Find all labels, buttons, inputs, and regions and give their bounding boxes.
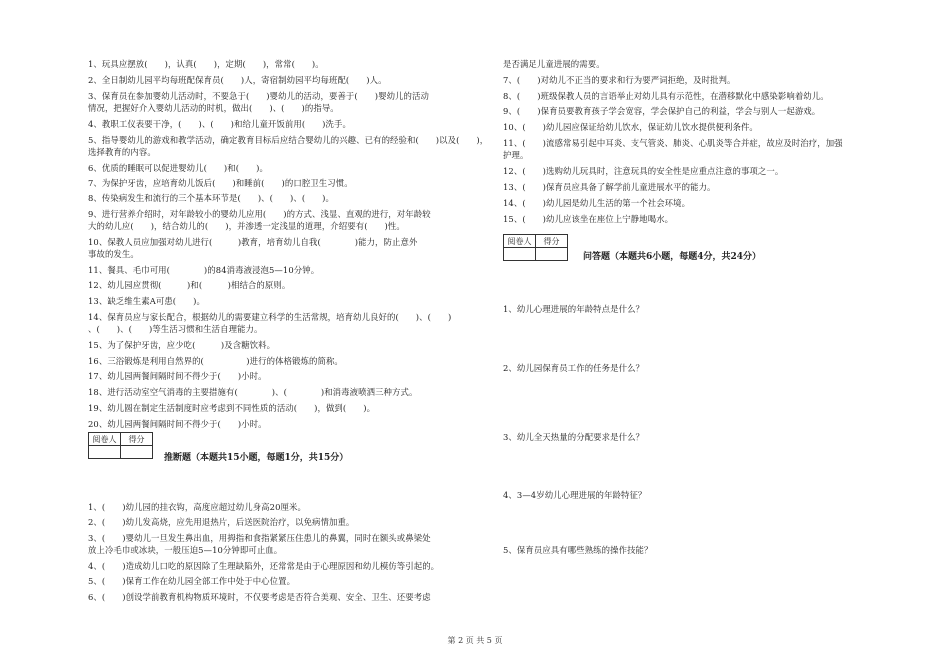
fill-line: 18、进行活动室空气消毒的主要措施有( )、( )和消毒液喷洒三种方式。 — [88, 387, 418, 397]
judge-line: 8、( )班级保教人员的言语举止对幼儿具有示范性，在潜移默化中感染影响着幼儿。 — [503, 91, 829, 101]
fill-line: 8、传染病发生和流行的三个基本环节是( )、( )、( )。 — [88, 193, 334, 203]
fill-line: 情况，把握好介入婴幼儿活动的时机，做出( )、( )的指导。 — [88, 103, 339, 113]
fill-line: 2、全日制幼儿园平均每班配保育员( )人，寄宿制幼园平均每班配( )人。 — [88, 75, 387, 85]
reviewer-cell[interactable] — [504, 248, 536, 261]
fill-line: 5、指导婴幼儿的游戏和教学活动，确定教育目标后应结合婴幼儿的兴趣、已有的经验和( )以及( )， — [88, 135, 489, 145]
judge-line: 14、( )幼儿园是幼儿生活的第一个社会环境。 — [503, 198, 691, 208]
fill-line: 11、餐具、毛巾可用( )的84消毒液浸泡5—10分钟。 — [88, 265, 320, 275]
fill-line: 1、玩具应摆放( )，认真( )，定期( )，常常( )。 — [88, 59, 324, 69]
reviewer-label: 阅卷人 — [89, 433, 121, 446]
fill-line: 6、优质的睡眠可以促进婴幼儿( )和( )。 — [88, 163, 268, 173]
judge-line: 15、( )幼儿应该坐在座位上宁静地喝水。 — [503, 214, 674, 224]
fill-line: 大的幼儿应( )，结合幼儿的( )，并渗透一定浅显的道理，介绍要有( )性。 — [88, 221, 405, 231]
judge-line: 12、( )选购幼儿玩具时，注意玩具的安全性是应重点注意的事项之一。 — [503, 166, 784, 176]
fill-line: 3、保育员在参加婴幼儿活动时，不要急于( )婴幼儿的活动，要善于( )婴幼儿的活动 — [88, 91, 429, 101]
fill-line: 事故的发生。 — [88, 249, 139, 259]
qa-question: 3、幼儿全天热量的分配要求是什么？ — [503, 432, 645, 442]
judge-line: 6、( )创设学前教育机构物质环境时，不仅要考虑是否符合美观、安全、卫生、还要考虑 — [88, 592, 431, 602]
fill-line: 15、为了保护牙齿，应少吃( )及含糖饮料。 — [88, 340, 276, 350]
judge-section-title: 推断题（本题共15小题，每题1分，共15分） — [164, 453, 349, 463]
fill-line: 7、为保护牙齿，应培育幼儿饭后( )和睡前( )的口腔卫生习惯。 — [88, 178, 353, 188]
score-box — [503, 234, 568, 261]
judge-line: 2、( )幼儿发高烧，应先用退热片，后送医院治疗，以免病情加重。 — [88, 517, 355, 527]
fill-line: 16、三浴锻炼是利用自然界的( )进行的体格锻炼的简称。 — [88, 356, 343, 366]
fill-line: 14、保育员应与家长配合，根据幼儿的需要建立科学的生活常规，培育幼儿良好的( )、( ) — [88, 312, 452, 322]
score-cell[interactable] — [121, 446, 153, 459]
fill-line: 9、进行营养介绍时，对年龄较小的婴幼儿应用( )的方式、浅显、直观的进行，对年龄较 — [88, 209, 431, 219]
judge-line: 3、( )婴幼儿一旦发生鼻出血，用拇指和食指紧紧压住患儿的鼻翼，同时在额头或鼻梁处 — [88, 533, 431, 543]
fill-line: 10、保教人员应加强对幼儿进行( )教育，培育幼儿自我( )能力，防止意外 — [88, 237, 418, 247]
fill-line: 17、幼儿园两餐间隔时间不得少于( )小时。 — [88, 371, 267, 381]
page-footer: 第 2 页 共 5 页 — [447, 636, 503, 645]
judge-line: 是否满足儿童进展的需要。 — [503, 59, 605, 69]
judge-line: 9、( )保育员要教育孩子学会宽容，学会保护自己的利益，学会与别人一起游戏。 — [503, 106, 821, 116]
qa-question: 2、幼儿园保育员工作的任务是什么？ — [503, 363, 645, 373]
score-label: 得分 — [121, 433, 153, 446]
judge-line: 5、( )保育工作在幼儿园全部工作中处于中心位置。 — [88, 576, 296, 586]
fill-line: 19、幼儿圆在制定生活制度时应考虑到不同性质的活动( )，做到( )。 — [88, 403, 376, 413]
judge-line: 13、( )保育员应具备了解学前儿童进展水平的能力。 — [503, 182, 716, 192]
judge-line: 放上冷毛巾或冰块，一般压迫5—10分钟即可止血。 — [88, 545, 283, 555]
judge-line: 7、( )对幼儿不正当的要求和行为要严词拒绝，及时批判。 — [503, 75, 736, 85]
fill-line: 4、教职工仪表要干净，( )、( )和给儿童开饭前用( )洗手。 — [88, 119, 351, 129]
qa-section-title: 问答题（本题共6小题，每题4分，共24分） — [583, 252, 762, 262]
qa-question: 5、保育员应具有哪些熟练的操作技能？ — [503, 545, 653, 555]
judge-line: 4、( )造成幼儿口吃的原因除了生理缺陷外，还常常是由于心理原因和幼儿模仿等引起的。 — [88, 561, 440, 571]
judge-line: 1、( )幼儿园的挂衣钩，高度应超过幼儿身高20厘米。 — [88, 502, 306, 512]
fill-line: 选择教育的内容。 — [88, 147, 156, 157]
judge-line: 10、( )幼儿园应保证给幼儿饮水，保证幼儿饮水提供便利条件。 — [503, 122, 758, 132]
qa-question: 4、3—4岁幼儿心理进展的年龄特征？ — [503, 490, 647, 500]
judge-line: 护理。 — [503, 150, 529, 160]
qa-question: 1、幼儿心理进展的年龄特点是什么？ — [503, 304, 645, 314]
fill-line: 12、幼儿园应贯彻( )和( )相结合的原则。 — [88, 280, 291, 290]
score-box — [88, 432, 153, 459]
score-cell[interactable] — [536, 248, 568, 261]
reviewer-label: 阅卷人 — [504, 235, 536, 248]
judge-line: 11、( )流感常易引起中耳炎、支气管炎、肺炎、心肌炎等合并症，故应及时治疗，加强 — [503, 138, 843, 148]
fill-line: 13、缺乏维生素A可患( )。 — [88, 296, 205, 306]
reviewer-cell[interactable] — [89, 446, 121, 459]
fill-line: 、( )、( )等生活习惯和生活自理能力。 — [88, 324, 263, 334]
fill-line: 20、幼儿园两餐间隔时间不得少于( )小时。 — [88, 419, 267, 429]
score-label: 得分 — [536, 235, 568, 248]
